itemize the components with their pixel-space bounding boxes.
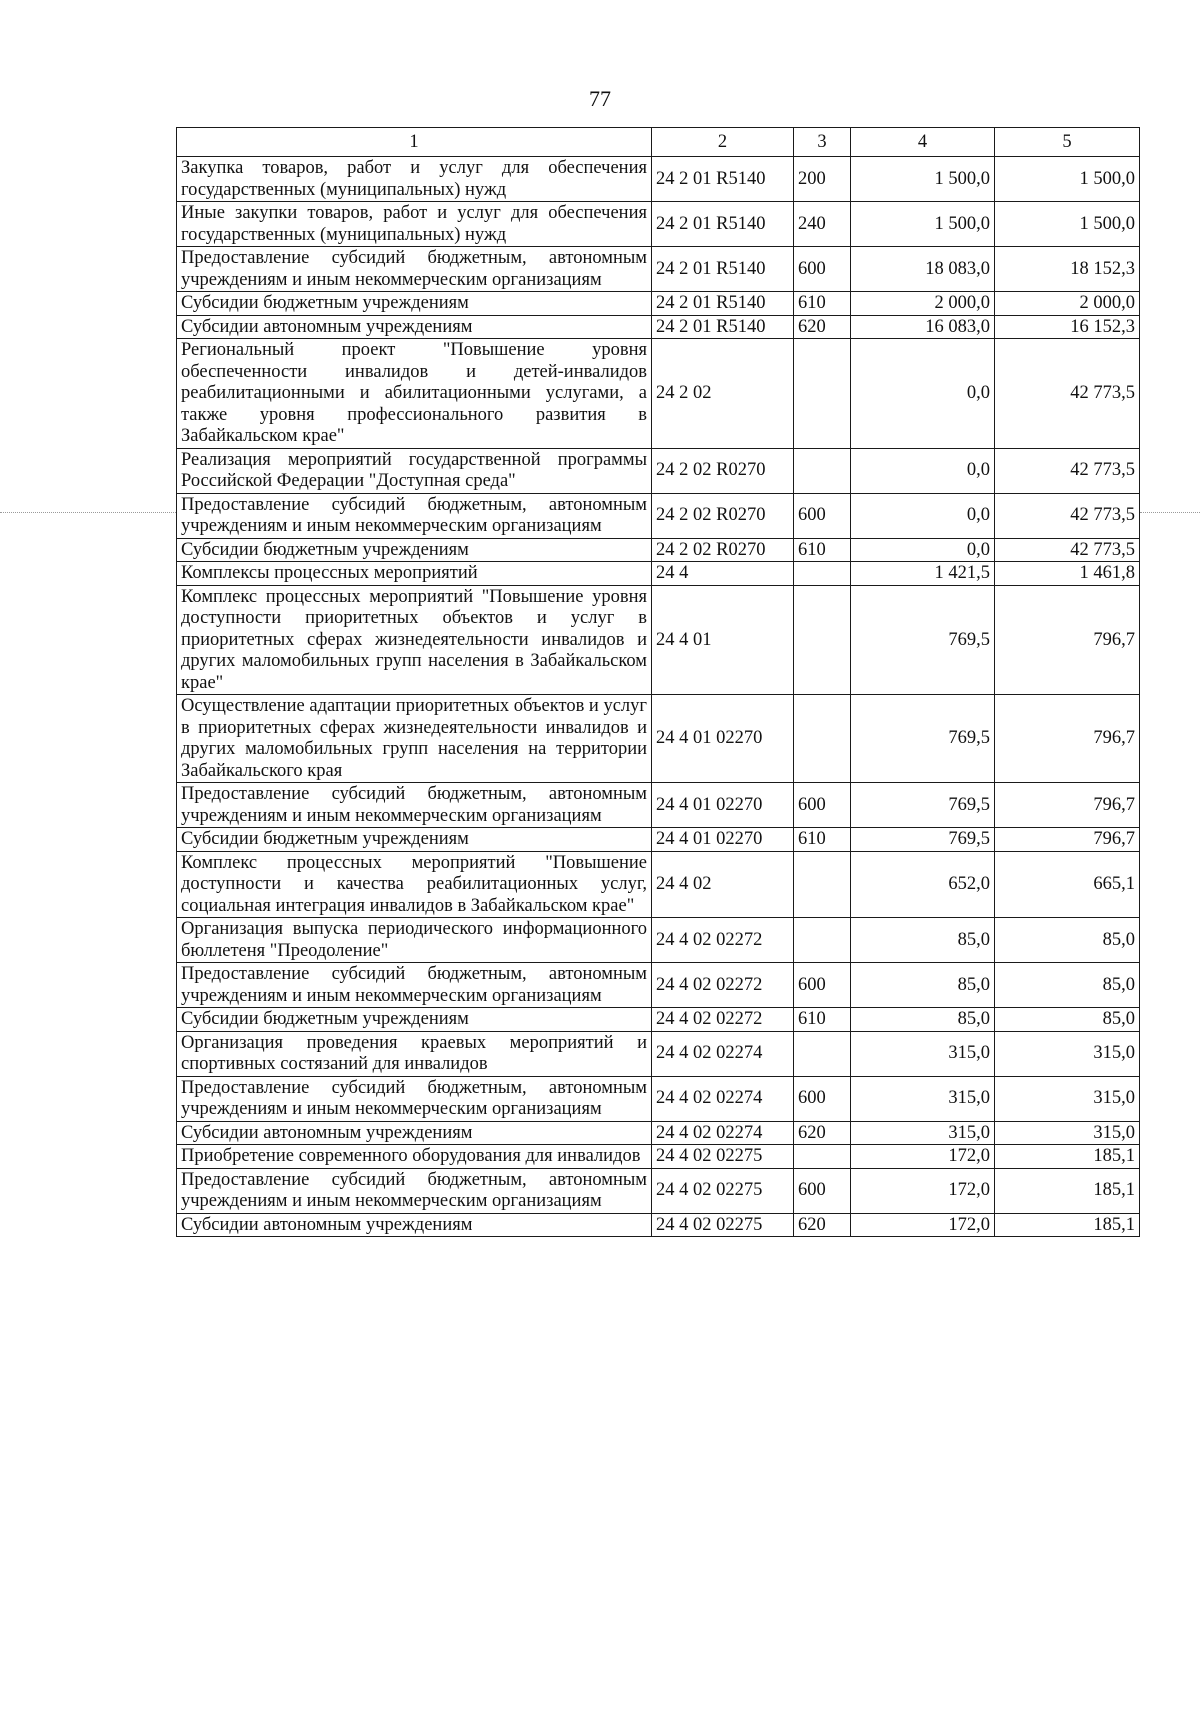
- amount-col5-cell: 185,1: [995, 1145, 1140, 1169]
- expense-type-cell: 610: [794, 828, 851, 852]
- expense-type-cell: 200: [794, 157, 851, 202]
- expense-type-cell: 240: [794, 202, 851, 247]
- target-article-cell: 24 4 01 02270: [652, 783, 794, 828]
- amount-col4-cell: 652,0: [851, 851, 995, 918]
- target-article-cell: 24 4 01: [652, 585, 794, 695]
- table-row: [177, 963, 1140, 1008]
- expense-type-cell: 610: [794, 1008, 851, 1032]
- amount-col5-cell: 796,7: [995, 828, 1140, 852]
- expense-type-cell: [794, 695, 851, 783]
- item-name-cell: Осуществление адаптации приоритетных объектов и услуг в приоритетных сферах жизнедеятельности инвалидов и других маломобильных групп населения на территории Забайкальского края: [177, 695, 652, 783]
- item-name-cell: Субсидии автономным учреждениям: [177, 315, 652, 339]
- amount-col5-cell: 796,7: [995, 585, 1140, 695]
- table-row: [177, 918, 1140, 963]
- table-row: [177, 1145, 1140, 1169]
- amount-col5-cell: 1 461,8: [995, 562, 1140, 586]
- table-row: [177, 695, 1140, 783]
- target-article-cell: 24 4 02 02274: [652, 1031, 794, 1076]
- table-row: [177, 493, 1140, 538]
- table-row: [177, 247, 1140, 292]
- item-name-cell: Субсидии автономным учреждениям: [177, 1213, 652, 1237]
- amount-col4-cell: 0,0: [851, 538, 995, 562]
- amount-col5-cell: 42 773,5: [995, 538, 1140, 562]
- expense-type-cell: [794, 918, 851, 963]
- table-row: [177, 448, 1140, 493]
- target-article-cell: 24 2 01 R5140: [652, 292, 794, 316]
- amount-col5-cell: 796,7: [995, 783, 1140, 828]
- table-row: [177, 157, 1140, 202]
- amount-col5-cell: 185,1: [995, 1168, 1140, 1213]
- item-name-cell: Предоставление субсидий бюджетным, автономным учреждениям и иным некоммерческим организациям: [177, 963, 652, 1008]
- target-article-cell: 24 2 02 R0270: [652, 493, 794, 538]
- amount-col4-cell: 16 083,0: [851, 315, 995, 339]
- target-article-cell: 24 4 01 02270: [652, 828, 794, 852]
- expense-type-cell: 620: [794, 1213, 851, 1237]
- amount-col5-cell: 85,0: [995, 963, 1140, 1008]
- expense-type-cell: [794, 1145, 851, 1169]
- amount-col5-cell: 796,7: [995, 695, 1140, 783]
- table-row: [177, 202, 1140, 247]
- item-name-cell: Предоставление субсидий бюджетным, автономным учреждениям и иным некоммерческим организациям: [177, 1076, 652, 1121]
- scan-artifact-line: [1140, 512, 1200, 513]
- amount-col4-cell: 2 000,0: [851, 292, 995, 316]
- amount-col5-cell: 1 500,0: [995, 202, 1140, 247]
- item-name-cell: Субсидии бюджетным учреждениям: [177, 292, 652, 316]
- item-name-cell: Комплекс процессных мероприятий "Повышение доступности и качества реабилитационных услуг, социальная интеграция инвалидов в Забайкальском крае": [177, 851, 652, 918]
- amount-col5-cell: 315,0: [995, 1076, 1140, 1121]
- amount-col4-cell: 769,5: [851, 783, 995, 828]
- amount-col4-cell: 1 421,5: [851, 562, 995, 586]
- amount-col4-cell: 85,0: [851, 963, 995, 1008]
- target-article-cell: 24 4 02 02274: [652, 1076, 794, 1121]
- amount-col4-cell: 0,0: [851, 339, 995, 449]
- item-name-cell: Субсидии автономным учреждениям: [177, 1121, 652, 1145]
- amount-col5-cell: 665,1: [995, 851, 1140, 918]
- item-name-cell: Предоставление субсидий бюджетным, автономным учреждениям и иным некоммерческим организациям: [177, 783, 652, 828]
- expense-type-cell: 600: [794, 1168, 851, 1213]
- amount-col4-cell: 85,0: [851, 918, 995, 963]
- amount-col4-cell: 172,0: [851, 1213, 995, 1237]
- table-row: [177, 585, 1140, 695]
- item-name-cell: Комплексы процессных мероприятий: [177, 562, 652, 586]
- amount-col4-cell: 315,0: [851, 1076, 995, 1121]
- table-header-row: [177, 128, 1140, 157]
- amount-col4-cell: 18 083,0: [851, 247, 995, 292]
- item-name-cell: Организация проведения краевых мероприятий и спортивных состязаний для инвалидов: [177, 1031, 652, 1076]
- target-article-cell: 24 2 01 R5140: [652, 315, 794, 339]
- table-body: [177, 157, 1140, 1237]
- column-header: 5: [995, 128, 1140, 157]
- table-row: [177, 315, 1140, 339]
- item-name-cell: Региональный проект "Повышение уровня обеспеченности инвалидов и детей-инвалидов реабилитационными и абилитационными услугами, а также уровня профессионального развития в Забайкальском крае": [177, 339, 652, 449]
- table-row: [177, 339, 1140, 449]
- table-row: [177, 1121, 1140, 1145]
- table-row: [177, 851, 1140, 918]
- target-article-cell: 24 2 01 R5140: [652, 157, 794, 202]
- table-row: [177, 1213, 1140, 1237]
- table-row: [177, 1031, 1140, 1076]
- expense-type-cell: [794, 339, 851, 449]
- budget-table: [176, 127, 1140, 1237]
- amount-col4-cell: 769,5: [851, 828, 995, 852]
- column-header: 3: [794, 128, 851, 157]
- amount-col5-cell: 2 000,0: [995, 292, 1140, 316]
- expense-type-cell: 600: [794, 963, 851, 1008]
- item-name-cell: Субсидии бюджетным учреждениям: [177, 828, 652, 852]
- amount-col5-cell: 42 773,5: [995, 339, 1140, 449]
- amount-col4-cell: 172,0: [851, 1168, 995, 1213]
- item-name-cell: Закупка товаров, работ и услуг для обеспечения государственных (муниципальных) нужд: [177, 157, 652, 202]
- amount-col5-cell: 85,0: [995, 918, 1140, 963]
- expense-type-cell: [794, 585, 851, 695]
- item-name-cell: Предоставление субсидий бюджетным, автономным учреждениям и иным некоммерческим организациям: [177, 247, 652, 292]
- target-article-cell: 24 4 02 02272: [652, 1008, 794, 1032]
- target-article-cell: 24 4 02 02275: [652, 1145, 794, 1169]
- expense-type-cell: 600: [794, 493, 851, 538]
- column-header: 4: [851, 128, 995, 157]
- item-name-cell: Организация выпуска периодического информационного бюллетеня "Преодоление": [177, 918, 652, 963]
- table-row: [177, 783, 1140, 828]
- scan-artifact-line: [0, 512, 176, 513]
- target-article-cell: 24 4: [652, 562, 794, 586]
- item-name-cell: Приобретение современного оборудования для инвалидов: [177, 1145, 652, 1169]
- table-row: [177, 292, 1140, 316]
- expense-type-cell: 620: [794, 1121, 851, 1145]
- amount-col5-cell: 42 773,5: [995, 493, 1140, 538]
- amount-col4-cell: 0,0: [851, 448, 995, 493]
- item-name-cell: Реализация мероприятий государственной программы Российской Федерации "Доступная среда": [177, 448, 652, 493]
- target-article-cell: 24 4 02: [652, 851, 794, 918]
- table-row: [177, 538, 1140, 562]
- table-row: [177, 1008, 1140, 1032]
- amount-col4-cell: 315,0: [851, 1031, 995, 1076]
- target-article-cell: 24 4 02 02275: [652, 1213, 794, 1237]
- target-article-cell: 24 2 02 R0270: [652, 448, 794, 493]
- expense-type-cell: 600: [794, 247, 851, 292]
- amount-col4-cell: 1 500,0: [851, 157, 995, 202]
- expense-type-cell: [794, 562, 851, 586]
- amount-col5-cell: 1 500,0: [995, 157, 1140, 202]
- item-name-cell: Субсидии бюджетным учреждениям: [177, 538, 652, 562]
- amount-col4-cell: 315,0: [851, 1121, 995, 1145]
- amount-col5-cell: 185,1: [995, 1213, 1140, 1237]
- expense-type-cell: 620: [794, 315, 851, 339]
- expense-type-cell: 610: [794, 538, 851, 562]
- item-name-cell: Комплекс процессных мероприятий "Повышение уровня доступности приоритетных объектов и услуг в приоритетных сферах жизнедеятельности инвалидов и других маломобильных групп населения в Забайкальском крае": [177, 585, 652, 695]
- amount-col5-cell: 18 152,3: [995, 247, 1140, 292]
- amount-col5-cell: 315,0: [995, 1121, 1140, 1145]
- expense-type-cell: 600: [794, 783, 851, 828]
- amount-col4-cell: 85,0: [851, 1008, 995, 1032]
- amount-col5-cell: 315,0: [995, 1031, 1140, 1076]
- target-article-cell: 24 2 02 R0270: [652, 538, 794, 562]
- target-article-cell: 24 4 02 02275: [652, 1168, 794, 1213]
- target-article-cell: 24 4 02 02274: [652, 1121, 794, 1145]
- amount-col4-cell: 769,5: [851, 695, 995, 783]
- target-article-cell: 24 2 01 R5140: [652, 202, 794, 247]
- table-row: [177, 562, 1140, 586]
- target-article-cell: 24 4 02 02272: [652, 918, 794, 963]
- expense-type-cell: [794, 448, 851, 493]
- table-row: [177, 1168, 1140, 1213]
- amount-col5-cell: 42 773,5: [995, 448, 1140, 493]
- amount-col4-cell: 769,5: [851, 585, 995, 695]
- amount-col4-cell: 172,0: [851, 1145, 995, 1169]
- item-name-cell: Субсидии бюджетным учреждениям: [177, 1008, 652, 1032]
- item-name-cell: Предоставление субсидий бюджетным, автономным учреждениям и иным некоммерческим организациям: [177, 493, 652, 538]
- page-number: 77: [589, 86, 611, 111]
- item-name-cell: Иные закупки товаров, работ и услуг для обеспечения государственных (муниципальных) нужд: [177, 202, 652, 247]
- column-header: 2: [652, 128, 794, 157]
- target-article-cell: 24 4 02 02272: [652, 963, 794, 1008]
- amount-col5-cell: 16 152,3: [995, 315, 1140, 339]
- target-article-cell: 24 2 02: [652, 339, 794, 449]
- amount-col5-cell: 85,0: [995, 1008, 1140, 1032]
- amount-col4-cell: 0,0: [851, 493, 995, 538]
- expense-type-cell: 610: [794, 292, 851, 316]
- amount-col4-cell: 1 500,0: [851, 202, 995, 247]
- expense-type-cell: [794, 851, 851, 918]
- target-article-cell: 24 2 01 R5140: [652, 247, 794, 292]
- expense-type-cell: 600: [794, 1076, 851, 1121]
- target-article-cell: 24 4 01 02270: [652, 695, 794, 783]
- item-name-cell: Предоставление субсидий бюджетным, автономным учреждениям и иным некоммерческим организациям: [177, 1168, 652, 1213]
- table-row: [177, 828, 1140, 852]
- table-row: [177, 1076, 1140, 1121]
- expense-type-cell: [794, 1031, 851, 1076]
- column-header: 1: [177, 128, 652, 157]
